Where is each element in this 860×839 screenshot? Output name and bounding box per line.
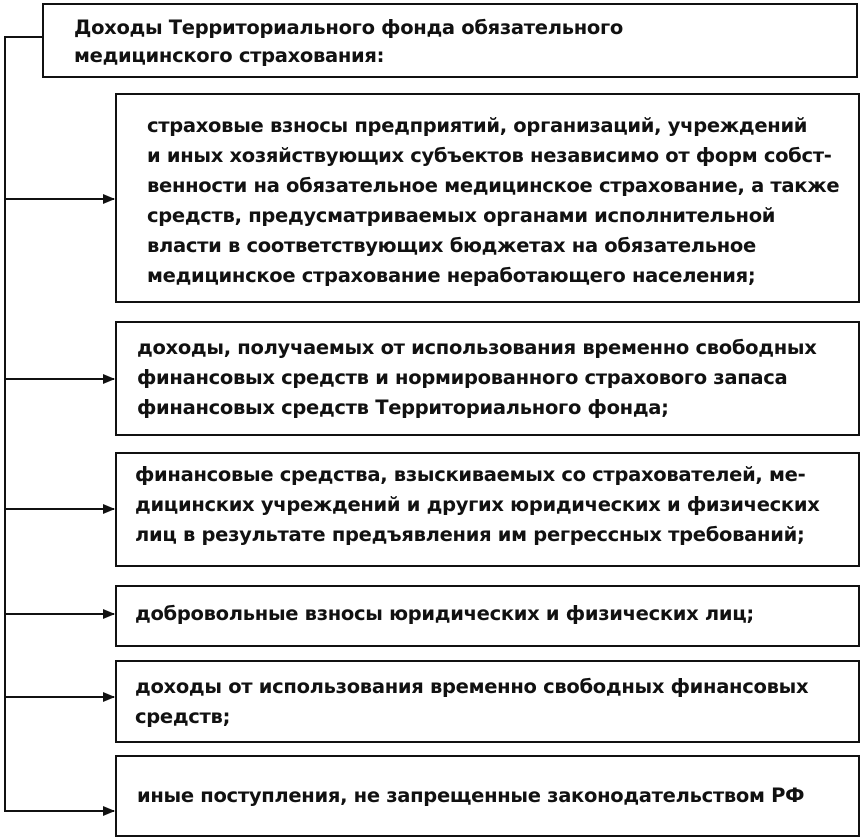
income-item-insurance-contributions: страховые взносы предприятий, организаций, учреждений и иных хозяйствующих субъектов независимо от форм собст- венности на обязательное медицинское страхование, а также средств, предусматриваемых органами исполнительной власти в соответствующих бюджетах на обязательное медицинское страхование неработающего населения; bbox=[115, 93, 860, 303]
income-item-regress-claims: финансовые средства, взыскиваемых со страхователей, ме- дицинских учреждений и других юридических и физических лиц в результате предъявления им регрессных требований; bbox=[115, 452, 860, 567]
income-item-free-funds-income: доходы от использования временно свободных финансовых средств; bbox=[115, 660, 860, 743]
header-box: Доходы Территориального фонда обязательного медицинского страхования: bbox=[42, 3, 858, 78]
income-item-other-receipts: иные поступления, не запрещенные законодательством РФ bbox=[115, 755, 860, 837]
income-item-voluntary-contributions: добровольные взносы юридических и физических лиц; bbox=[115, 585, 860, 647]
income-item-temporary-funds-use: доходы, получаемых от использования временно свободных финансовых средств и нормированного страхового запаса финансовых средств Территориального фонда; bbox=[115, 321, 860, 436]
